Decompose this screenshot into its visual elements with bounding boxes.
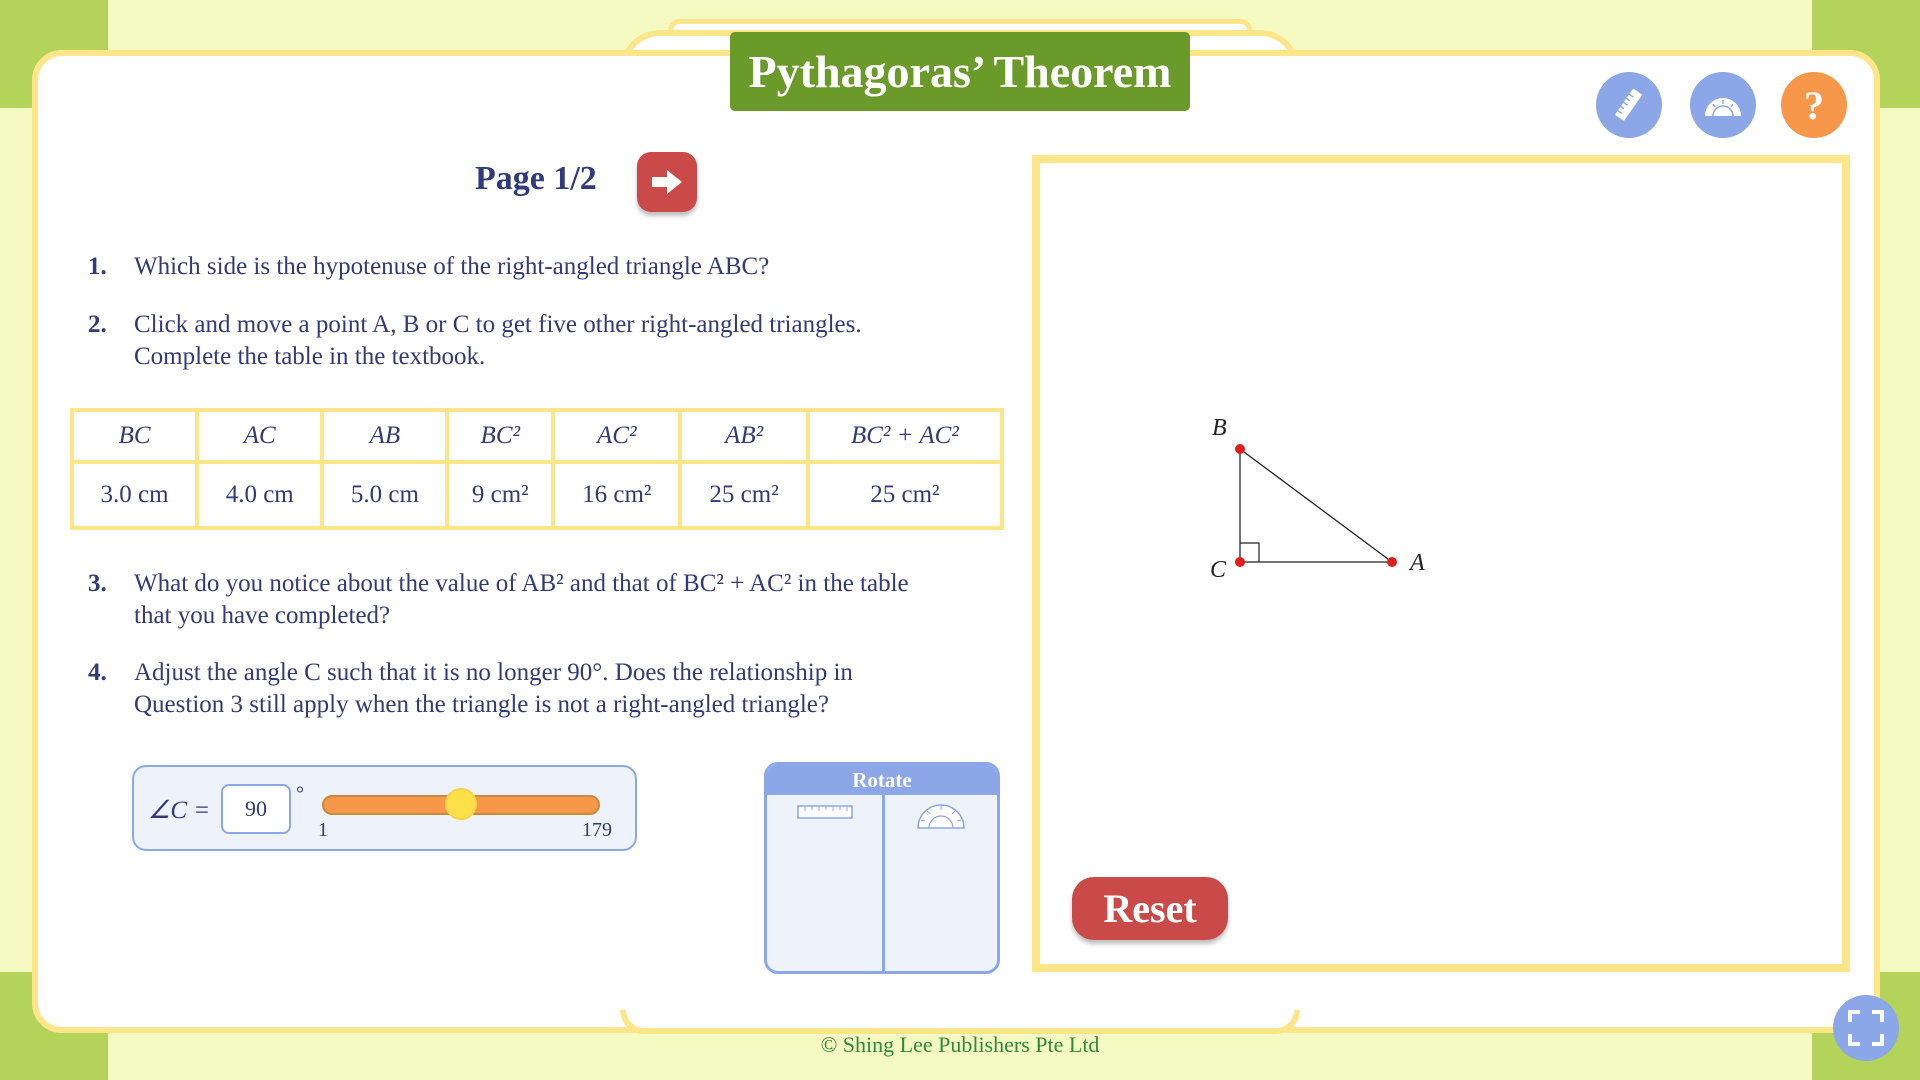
question-number: 1. (88, 253, 107, 280)
copyright-text: © Shing Lee Publishers Pte Ltd (820, 1032, 1100, 1057)
ruler-icon (797, 803, 853, 821)
table-row (72, 462, 1002, 528)
question-text: that you have completed? (134, 602, 391, 629)
angle-control (132, 765, 637, 851)
ruler-tool-button[interactable] (1596, 72, 1662, 138)
results-table (70, 408, 1004, 530)
angle-input[interactable] (221, 784, 291, 834)
ruler-icon (1609, 85, 1649, 125)
bottom-tab (620, 1010, 1300, 1034)
table-cell: 3.0 cm (72, 462, 197, 528)
rotate-divider (882, 795, 885, 974)
fullscreen-icon (1847, 1009, 1885, 1047)
table-header-cell: AB² (680, 410, 807, 462)
protractor-icon (915, 801, 967, 831)
angle-slider-thumb[interactable] (445, 788, 477, 820)
rotate-ruler-button[interactable] (797, 803, 853, 825)
point-b[interactable] (1235, 444, 1245, 454)
table-cell: 25 cm² (680, 462, 807, 528)
degree-sign: ° (296, 783, 304, 805)
geometry-canvas[interactable] (1032, 155, 1850, 972)
label-b: B (1212, 415, 1227, 441)
triangle-diagram (1040, 163, 1842, 964)
label-a: A (1410, 550, 1425, 576)
table-cell: 5.0 cm (322, 462, 447, 528)
point-a[interactable] (1387, 557, 1397, 567)
question-text: Adjust the angle C such that it is no longer 90°. Does the relationship in (134, 659, 853, 686)
table-cell: 25 cm² (808, 462, 1002, 528)
question-text: Which side is the hypotenuse of the right-angled triangle ABC? (134, 253, 770, 280)
page-title: Pythagoras’ Theorem (730, 32, 1190, 111)
angle-slider[interactable] (322, 795, 600, 815)
table-cell: 4.0 cm (197, 462, 322, 528)
table-cell: 16 cm² (553, 462, 680, 528)
point-c[interactable] (1235, 557, 1245, 567)
slider-max-label: 179 (582, 819, 612, 841)
slider-min-label: 1 (318, 819, 328, 841)
question-text: Complete the table in the textbook. (134, 343, 486, 370)
next-page-button[interactable] (637, 152, 697, 212)
table-header-cell: BC² (447, 410, 553, 462)
table-header-cell: BC² + AC² (808, 410, 1002, 462)
label-c: C (1210, 557, 1227, 583)
question-number: 4. (88, 659, 107, 686)
question-text: Question 3 still apply when the triangle is not a right-angled triangle? (134, 691, 829, 718)
side-ab (1240, 449, 1392, 562)
protractor-tool-button[interactable] (1690, 72, 1756, 138)
question-text: What do you notice about the value of AB² and that of BC² + AC² in the table (134, 570, 909, 597)
rotate-protractor-button[interactable] (915, 801, 967, 835)
fullscreen-button[interactable] (1833, 995, 1899, 1061)
table-header-cell: AC² (553, 410, 680, 462)
table-header-cell: AB (322, 410, 447, 462)
table-cell: 9 cm² (447, 462, 553, 528)
question-text: Click and move a point A, B or C to get five other right-angled triangles. (134, 311, 862, 338)
rotate-panel (764, 762, 1000, 974)
angle-label: ∠C = (148, 797, 211, 824)
arrow-right-icon (649, 167, 685, 197)
table-header-row (72, 410, 1002, 462)
question-number: 3. (88, 570, 107, 597)
protractor-icon (1701, 90, 1745, 120)
reset-button[interactable]: Reset (1072, 877, 1228, 940)
table-header-cell: BC (72, 410, 197, 462)
table-header-cell: AC (197, 410, 322, 462)
help-button[interactable]: ? (1781, 72, 1847, 138)
question-number: 2. (88, 311, 107, 338)
page-indicator: Page 1/2 (475, 160, 597, 197)
rotate-title: Rotate (767, 765, 997, 795)
